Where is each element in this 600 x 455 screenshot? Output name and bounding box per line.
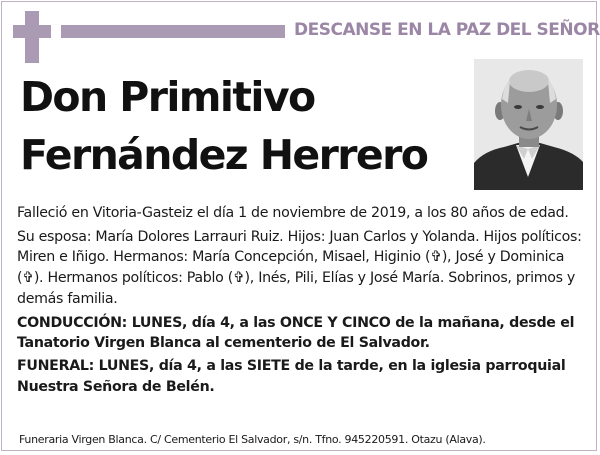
header-rule <box>61 25 285 38</box>
deceased-photo <box>474 59 583 190</box>
death-paragraph: Falleció en Vitoria-Gasteiz el día 1 de noviembre de 2019, a los 80 años de edad. <box>17 205 569 221</box>
conduction-paragraph: CONDUCCIÓN: LUNES, día 4, a las ONCE Y CINCO de la mañana, desde el Tanatorio Virgen Blanca al cementerio de El Salvador. <box>17 314 575 352</box>
deceased-name-line1: Don Primitivo <box>20 73 315 121</box>
deceased-name-line2: Fernández Herrero <box>20 131 428 179</box>
funeral-home-footer: Funeraria Virgen Blanca. C/ Cementerio El Salvador, s/n. Tfno. 945220591. Otazu (Alava). <box>19 433 486 446</box>
header-tagline: DESCANSE EN LA PAZ DEL SEÑOR <box>294 20 600 40</box>
family-paragraph: Su esposa: María Dolores Larrauri Ruiz. Hijos: Juan Carlos y Yolanda. Hijos políticos: Miren e Iñigo. Hermanos: María Concepción, Misael, Higinio (✞), José y Dominica (✞). Hermanos políticos: Pablo (✞), Inés, Pili, Elías y José María. Sobrinos, primos y demás familia. <box>17 228 582 307</box>
deceased-name <box>20 68 460 184</box>
cross-icon <box>13 11 51 63</box>
obituary-body <box>17 203 583 399</box>
obituary-card <box>1 1 600 451</box>
funeral-paragraph: FUNERAL: LUNES, día 4, a las SIETE de la tarde, en la iglesia parroquial Nuestra Señora de Belén. <box>17 357 566 395</box>
